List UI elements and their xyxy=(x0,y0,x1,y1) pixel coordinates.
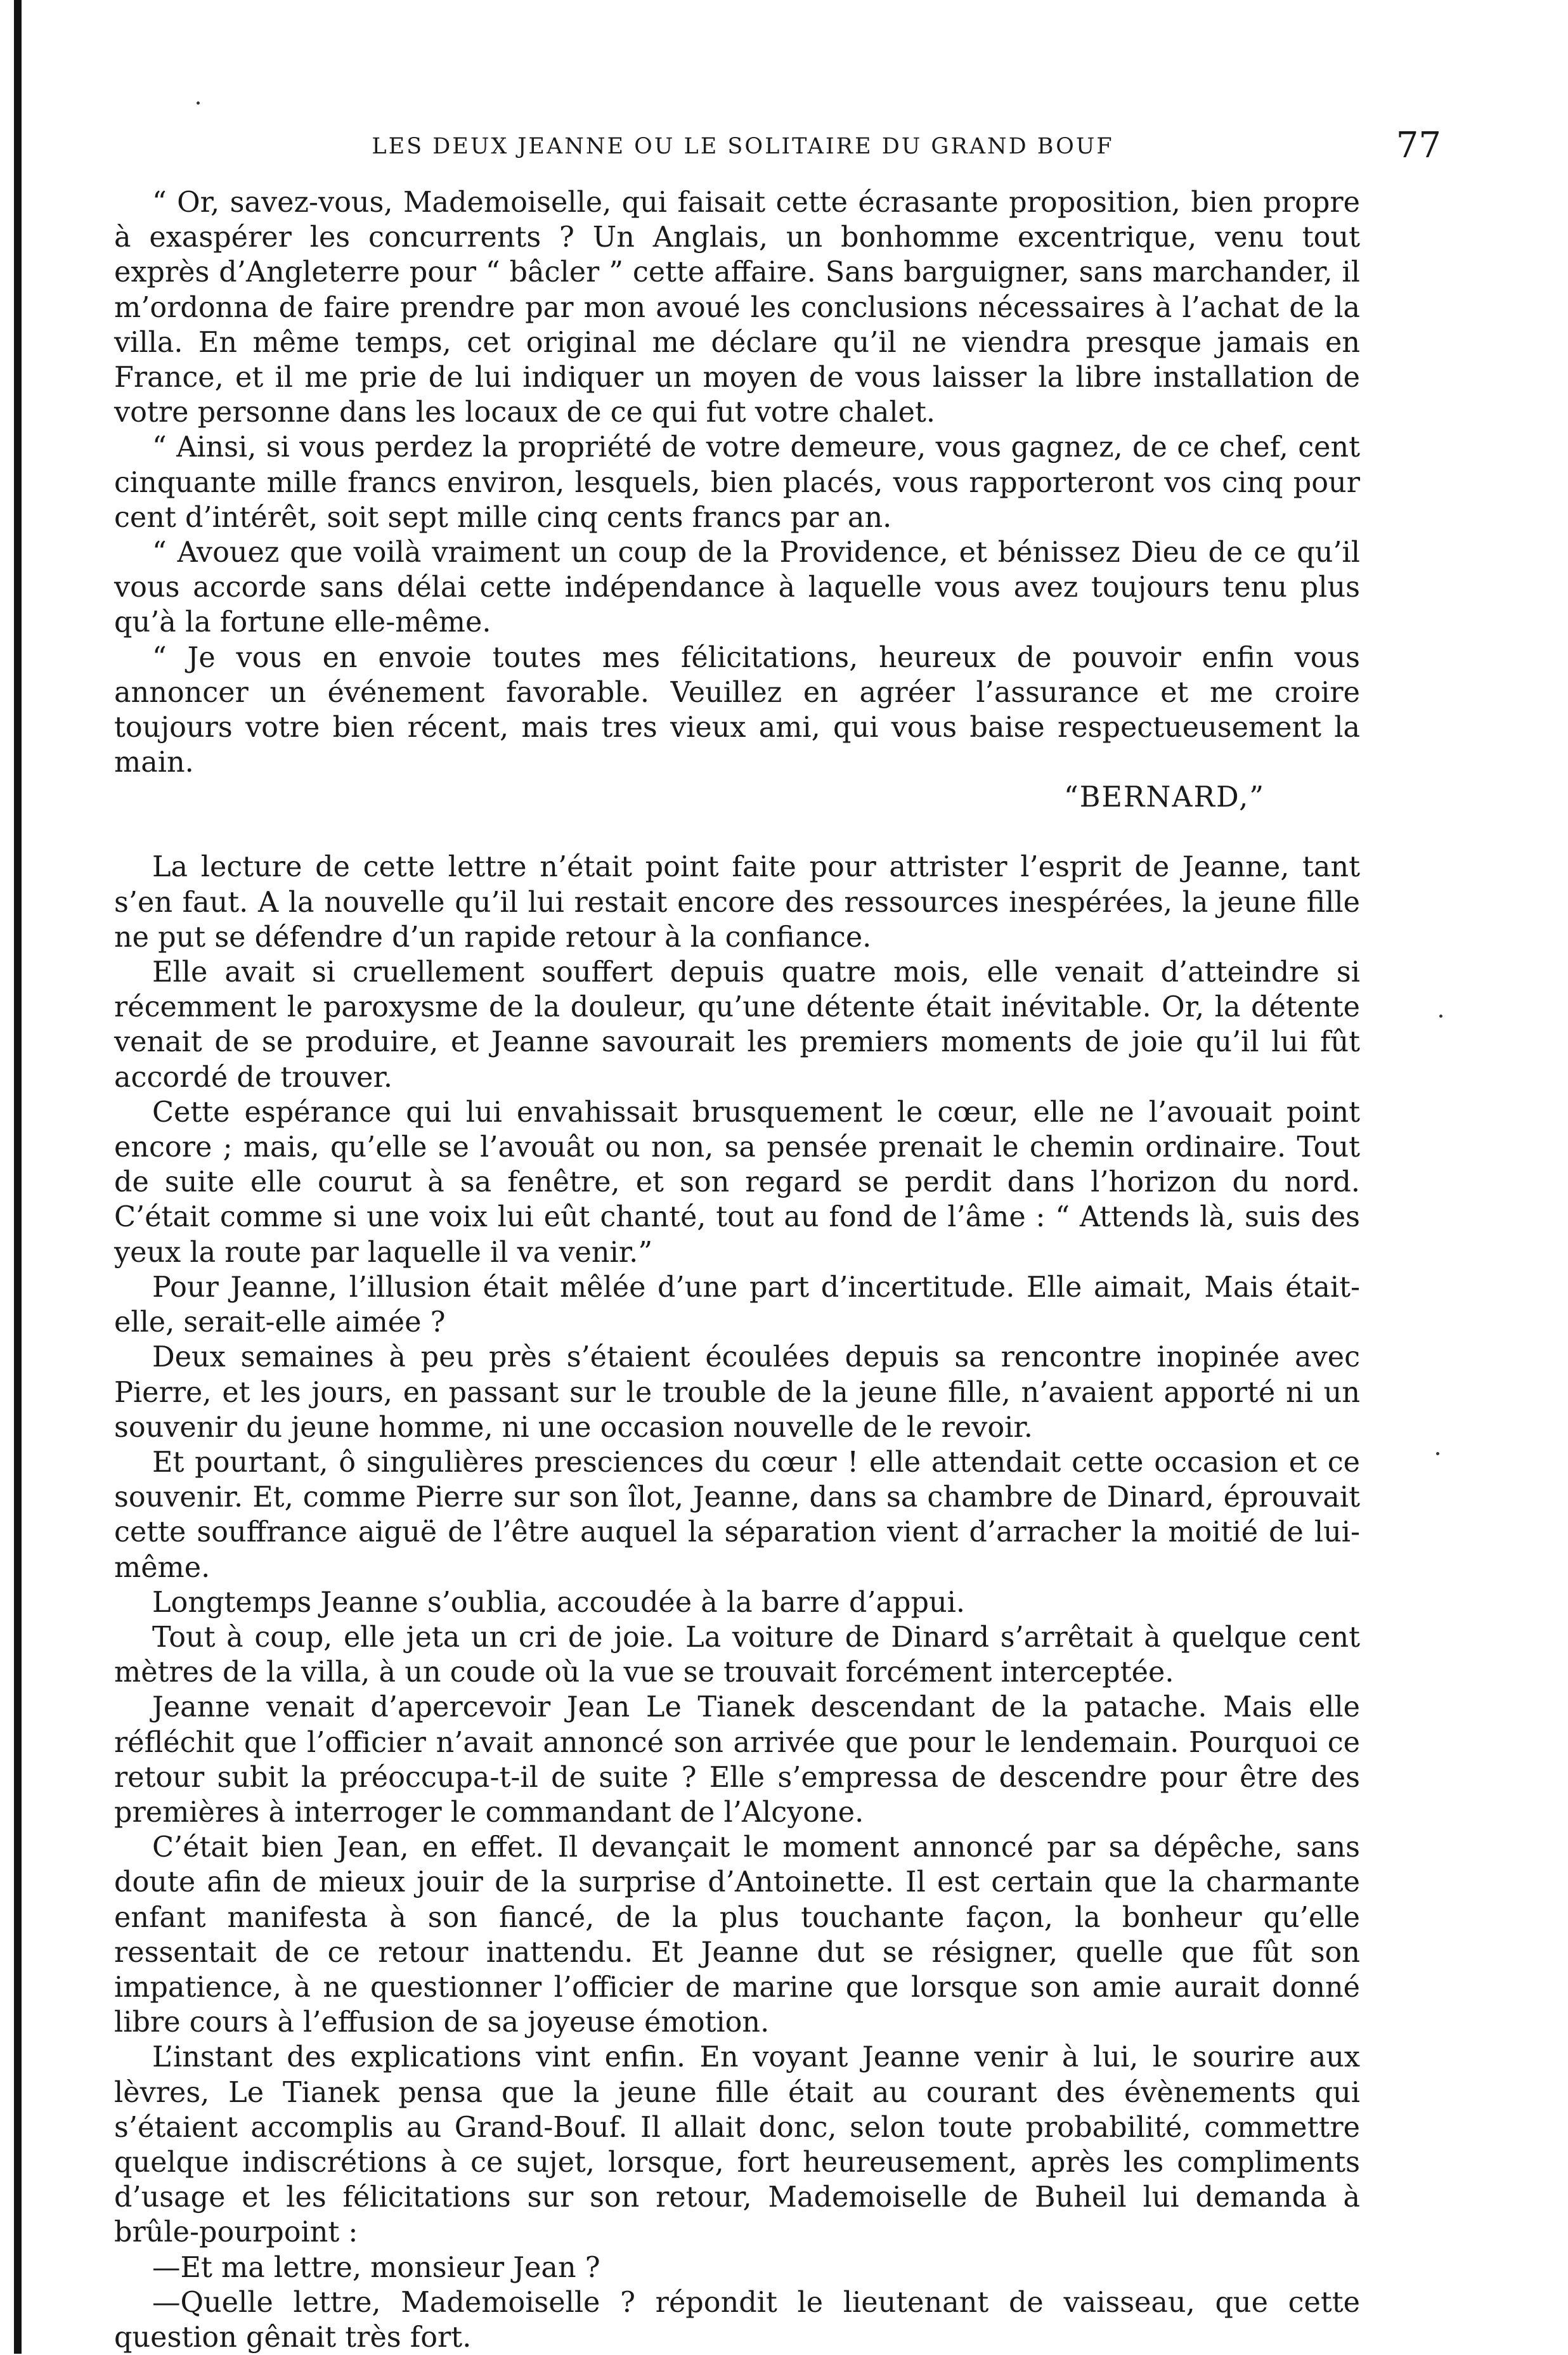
body-text xyxy=(114,185,1360,2355)
letter-paragraph: “ Avouez que voilà vraiment un coup de la Providence, et bénissez Dieu de ce qu’il vous accorde sans délai cette indépendance à laquelle vous avez toujours tenu plus qu’à la fortune elle-même. xyxy=(114,536,1360,639)
letter-signature: “BERNARD,” xyxy=(1063,781,1265,814)
dialogue-line: —Et ma lettre, monsieur Jean ? xyxy=(152,2251,600,2284)
letter-paragraph: “ Ainsi, si vous perdez la propriété de votre demeure, vous gagnez, de ce chef, cent cinquante mille francs environ, lesquels, bien placés, vous rapporteront vos cinq pour cent d’intérêt, soit sept mille cinq cents francs par an. xyxy=(114,431,1360,534)
narrative-paragraph: La lecture de cette lettre n’était point faite pour attrister l’esprit de Jeanne, tant s’en faut. A la nouvelle qu’il lui restait encore des ressources inespérées, la jeune fille ne put se défendre d’un rapide retour à la confiance. xyxy=(114,851,1360,954)
narrative-paragraph: C’était bien Jean, en effet. Il devançait le moment annoncé par sa dépêche, sans doute afin de mieux jouir de la surprise d’Antoinette. Il est certain que la charmante enfant manifesta à son fiancé, de la plus touchante façon, la bonheur qu’elle ressentait de ce retour inattendu. Et Jeanne dut se résigner, quelle que fût son impatience, à ne questionner l’officier de marine que lorsque son amie aurait donné libre cours à l’effusion de sa joyeuse émotion. xyxy=(114,1831,1360,2039)
narrative-paragraph: Deux semaines à peu près s’étaient écoulées depuis sa rencontre inopinée avec Pierre, et les jours, en passant sur le trouble de la jeune fille, n’avaient apporté ni un souvenir du jeune homme, ni une occasion nouvelle de le revoir. xyxy=(114,1341,1360,1444)
letter-paragraph: “ Je vous en envoie toutes mes félicitations, heureux de pouvoir enfin vous annoncer un événement favorable. Veuillez en agréer l’assurance et me croire toujours votre bien récent, mais tres vieux ami, qui vous baise respectueusement la main. xyxy=(114,641,1360,779)
scan-speck xyxy=(1439,1015,1442,1018)
dialogue-line: —Quelle lettre, Mademoiselle ? répondit le lieutenant de vaisseau, que cette question gênait très fort. xyxy=(114,2286,1360,2354)
narrative-paragraph: Longtemps Jeanne s’oublia, accoudée à la barre d’appui. xyxy=(152,1586,966,1619)
letter-paragraph: “ Or, savez-vous, Mademoiselle, qui faisait cette écrasante proposition, bien propre à exaspérer les concurrents ? Un Anglais, un bonhomme excentrique, venu tout exprès d’Angleterre pour “ bâcler ” cette affaire. Sans barguigner, sans marchander, il m’ordonna de faire prendre par mon avoué les conclusions nécessaires à l’achat de la villa. En même temps, cet original me déclare qu’il ne viendra presque jamais en France, et il me prie de lui indiquer un moyen de vous laisser la libre installation de votre personne dans les locaux de ce qui fut votre chalet. xyxy=(114,186,1360,429)
narrative-paragraph: Elle avait si cruellement souffert depuis quatre mois, elle venait d’atteindre si récemment le paroxysme de la douleur, qu’une détente était inévitable. Or, la détente venait de se produire, et Jeanne savourait les premiers moments de joie qu’il lui fût accordé de trouver. xyxy=(114,956,1360,1094)
narrative-paragraph: Et pourtant, ô singulières presciences du cœur ! elle attendait cette occasion et ce souvenir. Et, comme Pierre sur son îlot, Jeanne, dans sa chambre de Dinard, éprouvait cette souffrance aiguë de l’être auquel la séparation vient d’arracher la moitié de lui-même. xyxy=(114,1446,1360,1584)
scan-speck xyxy=(197,101,200,105)
narrative-paragraph: Pour Jeanne, l’illusion était mêlée d’une part d’incertitude. Elle aimait, Mais était-elle, serait-elle aimée ? xyxy=(114,1271,1360,1339)
page-edge-rule xyxy=(14,0,22,2354)
narrative-paragraph: Tout à coup, elle jeta un cri de joie. La voiture de Dinard s’arrêtait à quelque cent mètres de la villa, à un coude où la vue se trouvait forcément interceptée. xyxy=(114,1621,1360,1689)
scan-speck xyxy=(1436,1452,1439,1455)
narrative-paragraph: L’instant des explications vint enfin. En voyant Jeanne venir à lui, le sourire aux lèvres, Le Tianek pensa que la jeune fille était au courant des évènements qui s’étaient accomplis au Grand-Bouf. Il allait donc, selon toute probabilité, commettre quelque indiscrétions à ce sujet, lorsque, fort heureusement, après les compliments d’usage et les félicitations sur son retour, Mademoiselle de Buheil lui demanda à brûle-pourpoint : xyxy=(114,2041,1360,2249)
narrative-paragraph: Cette espérance qui lui envahissait brusquement le cœur, elle ne l’avouait point encore ; mais, qu’elle se l’avouât ou non, sa pensée prenait le chemin ordinaire. Tout de suite elle courut à sa fenêtre, et son regard se perdit dans l’horizon du nord. C’était comme si une voix lui eût chanté, tout au fond de l’âme : “ Attends là, suis des yeux la route par laquelle il va venir.” xyxy=(114,1096,1360,1269)
running-head: LES DEUX JEANNE OU LE SOLITAIRE DU GRAND BOUF xyxy=(372,134,1114,159)
page-number: 77 xyxy=(1396,125,1441,166)
narrative-paragraph: Jeanne venait d’apercevoir Jean Le Tianek descendant de la patache. Mais elle réfléchit que l’officier n’avait annoncé son arrivée que pour le lendemain. Pourquoi ce retour subit la préoccupa-t-il de suite ? Elle s’empressa de descendre pour être des premières à interroger le commandant de l’Alcyone. xyxy=(114,1691,1360,1829)
